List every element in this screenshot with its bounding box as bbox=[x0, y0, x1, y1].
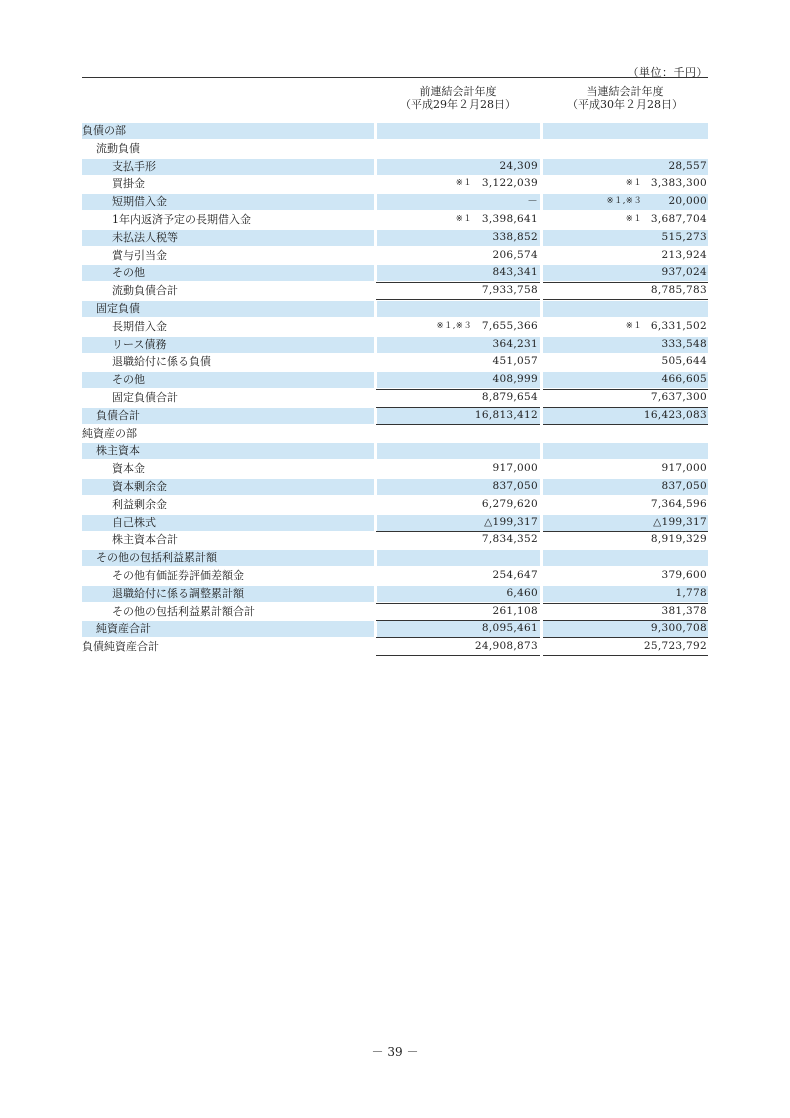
note-marker-previous: ※１ bbox=[455, 213, 472, 224]
subtotal-rule bbox=[376, 389, 540, 390]
note-marker-previous: ※１ bbox=[455, 178, 472, 189]
table-row bbox=[82, 318, 708, 336]
value-current-year: 9,300,708 bbox=[650, 622, 707, 635]
table-row bbox=[82, 638, 708, 656]
table-row bbox=[82, 407, 708, 425]
value-previous-year: 338,852 bbox=[492, 230, 538, 243]
value-previous-year: 6,279,620 bbox=[481, 497, 538, 510]
row-label: 株主資本合計 bbox=[112, 533, 178, 547]
table-row bbox=[82, 585, 708, 603]
value-current-year: 8,785,783 bbox=[650, 284, 707, 297]
value-previous-year: 24,908,873 bbox=[474, 640, 538, 653]
row-label: 退職給付に係る負債 bbox=[112, 355, 211, 369]
value-previous-year: 206,574 bbox=[492, 248, 538, 261]
table-row bbox=[82, 371, 708, 389]
value-previous-year: 837,050 bbox=[492, 479, 538, 492]
value-current-year: 8,919,329 bbox=[650, 533, 707, 546]
row-label: 買掛金 bbox=[112, 177, 145, 191]
value-current-year: 379,600 bbox=[661, 568, 707, 581]
value-current-year: 505,644 bbox=[661, 355, 707, 368]
value-current-year: 333,548 bbox=[661, 337, 707, 350]
table-row bbox=[82, 389, 708, 407]
row-label: 支払手形 bbox=[112, 159, 156, 173]
table-row bbox=[82, 496, 708, 514]
value-current-year: 16,423,083 bbox=[643, 408, 707, 421]
value-previous-year: 6,460 bbox=[506, 586, 538, 599]
table-row bbox=[82, 175, 708, 193]
subtotal-rule bbox=[543, 620, 708, 621]
row-label: その他 bbox=[112, 373, 145, 387]
value-current-year: 3,383,300 bbox=[650, 177, 707, 190]
note-marker-previous: ※１,※３ bbox=[436, 320, 472, 331]
value-previous-year: 7,834,352 bbox=[481, 533, 538, 546]
row-label: 負債合計 bbox=[96, 408, 140, 422]
total-rule bbox=[543, 655, 708, 656]
row-label: その他 bbox=[112, 266, 145, 280]
value-current-year: 515,273 bbox=[661, 230, 707, 243]
row-label: 長期借入金 bbox=[112, 319, 167, 333]
value-current-year: 25,723,792 bbox=[643, 640, 707, 653]
subtotal-rule bbox=[543, 407, 708, 408]
row-label: 利益剰余金 bbox=[112, 497, 167, 511]
value-previous-year: △199,317 bbox=[484, 515, 538, 528]
row-label: 純資産合計 bbox=[96, 622, 151, 636]
table-row bbox=[82, 336, 708, 354]
row-label: 未払法人税等 bbox=[112, 230, 178, 244]
row-label: 資本剰余金 bbox=[112, 479, 167, 493]
row-label: 短期借入金 bbox=[112, 195, 167, 209]
subtotal-rule bbox=[376, 620, 540, 621]
value-current-year: 7,364,596 bbox=[650, 497, 707, 510]
row-label: 固定負債合計 bbox=[112, 390, 178, 404]
column-header-current-date: （平成30年２月28日） bbox=[567, 98, 683, 111]
value-previous-year: 843,341 bbox=[492, 266, 538, 279]
value-current-year: 381,378 bbox=[661, 604, 707, 617]
subtotal-rule bbox=[376, 407, 540, 408]
value-previous-year: 451,057 bbox=[492, 355, 538, 368]
column-header-previous-date: （平成29年２月28日） bbox=[400, 98, 516, 111]
column-header-previous-title: 前連結会計年度 bbox=[419, 85, 497, 98]
row-shading bbox=[377, 550, 540, 566]
value-previous-year: 3,122,039 bbox=[481, 177, 538, 190]
value-previous-year: 364,231 bbox=[492, 337, 538, 350]
table-row bbox=[82, 158, 708, 176]
table-row bbox=[82, 514, 708, 532]
table-row bbox=[82, 478, 708, 496]
row-label: その他有価証券評価差額金 bbox=[112, 568, 244, 582]
table-row bbox=[82, 193, 708, 211]
column-header-current-title: 当連結会計年度 bbox=[586, 85, 664, 98]
row-shading bbox=[377, 301, 540, 317]
row-label: 賞与引当金 bbox=[112, 248, 167, 262]
value-previous-year: 3,398,641 bbox=[481, 212, 538, 225]
table-row bbox=[82, 460, 708, 478]
row-label: その他の包括利益累計額合計 bbox=[112, 604, 255, 618]
value-current-year: 20,000 bbox=[668, 195, 707, 208]
page-number: － 39 － bbox=[371, 1045, 419, 1059]
total-rule bbox=[376, 655, 540, 656]
row-label: 退職給付に係る調整累計額 bbox=[112, 586, 244, 600]
value-previous-year: 8,095,461 bbox=[481, 622, 538, 635]
subtotal-rule bbox=[543, 531, 708, 532]
subtotal-rule bbox=[376, 603, 540, 604]
row-shading bbox=[543, 550, 708, 566]
value-previous-year: 261,108 bbox=[492, 604, 538, 617]
row-label: 株主資本 bbox=[96, 444, 140, 458]
unit-label: （単位：千円） bbox=[627, 66, 708, 79]
value-current-year: 917,000 bbox=[661, 462, 707, 475]
subtotal-rule bbox=[376, 531, 540, 532]
table-row bbox=[82, 264, 708, 282]
value-current-year: 3,687,704 bbox=[650, 212, 707, 225]
column-header-previous-year bbox=[376, 85, 540, 111]
row-shading bbox=[377, 443, 540, 459]
table-row bbox=[82, 442, 708, 460]
subtotal-rule bbox=[376, 282, 540, 283]
balance-sheet-table bbox=[82, 122, 708, 656]
value-previous-year: 7,655,366 bbox=[481, 319, 538, 332]
row-label: 資本金 bbox=[112, 462, 145, 476]
value-current-year: 937,024 bbox=[661, 266, 707, 279]
table-row bbox=[82, 425, 708, 443]
row-label: 純資産の部 bbox=[82, 426, 137, 440]
subtotal-rule bbox=[543, 603, 708, 604]
value-previous-year: 16,813,412 bbox=[474, 408, 538, 421]
table-row bbox=[82, 211, 708, 229]
value-previous-year: 7,933,758 bbox=[481, 284, 538, 297]
row-label: 固定負債 bbox=[96, 301, 140, 315]
note-marker-current: ※１,※３ bbox=[606, 196, 642, 207]
value-current-year: △199,317 bbox=[653, 515, 707, 528]
value-current-year: 28,557 bbox=[668, 159, 707, 172]
row-shading bbox=[377, 123, 540, 139]
note-marker-current: ※１ bbox=[625, 213, 642, 224]
column-header-current-year bbox=[543, 85, 707, 111]
row-shading bbox=[543, 443, 708, 459]
row-label: 流動負債 bbox=[96, 141, 140, 155]
row-label: 自己株式 bbox=[112, 515, 156, 529]
row-shading bbox=[543, 123, 708, 139]
value-previous-year: 24,309 bbox=[499, 159, 538, 172]
table-row bbox=[82, 353, 708, 371]
row-label: 負債の部 bbox=[82, 124, 126, 137]
table-row bbox=[82, 247, 708, 265]
note-marker-current: ※１ bbox=[625, 320, 642, 331]
note-marker-current: ※１ bbox=[625, 178, 642, 189]
value-current-year: 6,331,502 bbox=[650, 319, 707, 332]
table-row bbox=[82, 567, 708, 585]
value-previous-year: 408,999 bbox=[492, 373, 538, 386]
value-previous-year: － bbox=[527, 195, 538, 208]
value-current-year: 837,050 bbox=[661, 479, 707, 492]
table-row bbox=[82, 603, 708, 621]
table-row bbox=[82, 122, 708, 140]
table-row bbox=[82, 531, 708, 549]
row-label: 負債純資産合計 bbox=[82, 640, 159, 654]
value-current-year: 213,924 bbox=[661, 248, 707, 261]
value-previous-year: 8,879,654 bbox=[481, 390, 538, 403]
table-top-rule bbox=[82, 77, 708, 78]
table-row bbox=[82, 229, 708, 247]
row-shading bbox=[543, 301, 708, 317]
row-label: その他の包括利益累計額 bbox=[96, 551, 217, 565]
subtotal-rule bbox=[543, 282, 708, 283]
row-label: 流動負債合計 bbox=[112, 284, 178, 298]
value-previous-year: 917,000 bbox=[492, 462, 538, 475]
value-previous-year: 254,647 bbox=[492, 568, 538, 581]
table-row bbox=[82, 549, 708, 567]
value-current-year: 466,605 bbox=[661, 373, 707, 386]
value-current-year: 1,778 bbox=[675, 586, 707, 599]
table-row bbox=[82, 282, 708, 300]
table-row bbox=[82, 140, 708, 158]
row-label: 1年内返済予定の長期借入金 bbox=[112, 212, 251, 226]
row-label: リース債務 bbox=[112, 337, 167, 351]
value-current-year: 7,637,300 bbox=[650, 390, 707, 403]
table-row bbox=[82, 620, 708, 638]
table-row bbox=[82, 300, 708, 318]
subtotal-rule bbox=[543, 389, 708, 390]
